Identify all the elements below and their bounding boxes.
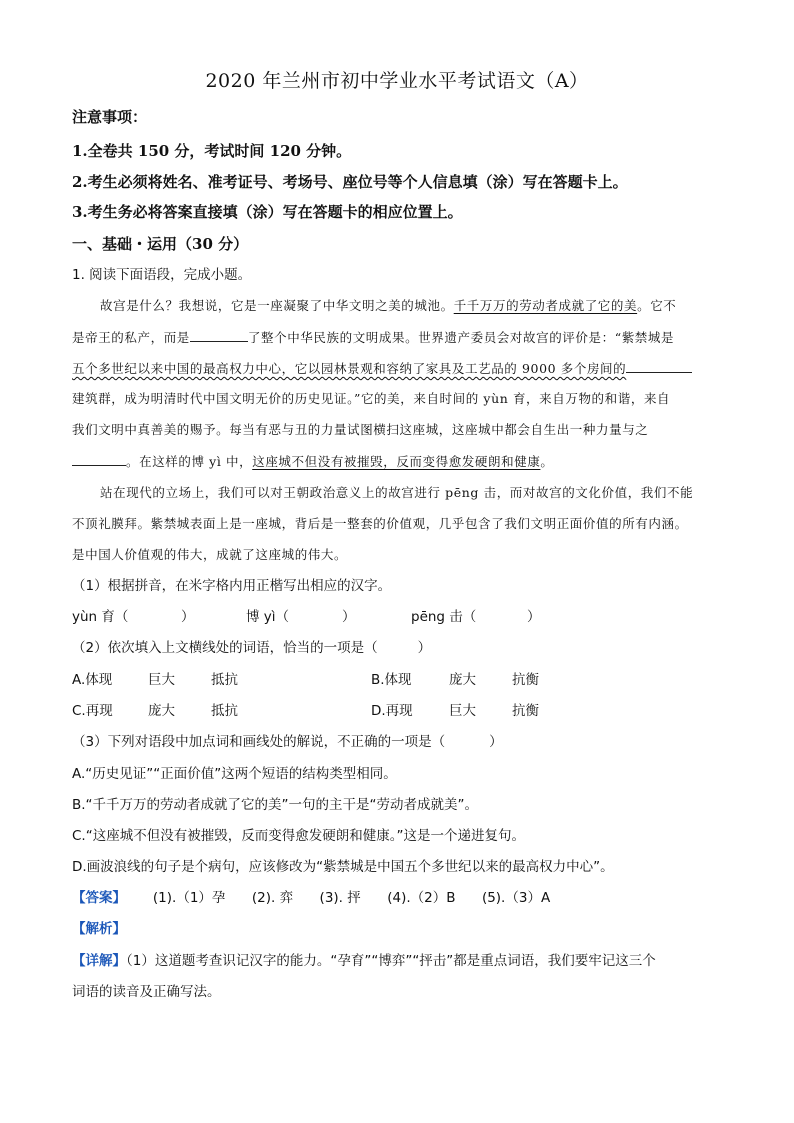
answer-item: (3). 抨 — [319, 890, 361, 906]
notice-item-1: 1.全卷共 150 分，考试时间 120 分钟。 — [72, 142, 352, 160]
passage-line: 我们文明中真善美的赐予。每当有恶与丑的力量试图横扫这座城，这座城中都会自生出一种力量与之 — [72, 422, 649, 437]
pinyin-item-3: pēng 击（ — [411, 609, 477, 625]
pinyin-item-2-close: ） — [342, 609, 356, 625]
option-a: A.体现 — [72, 672, 113, 688]
passage-line: 。在这样的博 yì 中，这座城不但没有被摧毁，反而变得愈发硬朗和健康。 — [72, 451, 554, 472]
option-b: B.“千千万万的劳动者成就了它的美”一句的主干是“劳动者成就美”。 — [72, 797, 479, 813]
notice-item-3: 3.考生务必将答案直接填（涂）写在答题卡的相应位置上。 — [72, 203, 463, 221]
pinyin-item-1-close: ） — [181, 609, 195, 625]
option-d-word2: 巨大 — [449, 703, 476, 719]
subquestion-2-stem: （2）依次填入上文横线处的词语，恰当的一项是（ ） — [72, 640, 432, 656]
answer-item: (1).（1）孕 — [152, 890, 226, 906]
passage-line: 是帝王的私产，而是 了整个中华民族的文明成果。世界遗产委员会对故宫的评价是：“紫禁城是 — [72, 327, 674, 348]
option-c-word2: 庞大 — [148, 703, 175, 719]
pinyin-item-3-close: ） — [527, 609, 541, 625]
answer-row — [72, 888, 572, 908]
blank-3 — [72, 451, 126, 466]
option-a: A.“历史见证”“正面价值”这两个短语的结构类型相同。 — [72, 766, 397, 782]
blank-1 — [190, 327, 248, 342]
detail-tag: 【详解】 — [72, 953, 126, 969]
wavy-underlined-sentence: 五个多世纪以来中国的最高权力中心，它以园林景观和容纳了家具及工艺品的 9000 多个房间的 — [72, 361, 627, 376]
underlined-sentence: 千千万万的劳动者成就了它的美 — [453, 298, 638, 313]
passage-line: 站在现代的立场上，我们可以对王朝政治意义上的故宫进行 pēng 击，而对故宫的文化价值，我们不能 — [100, 485, 694, 500]
answer-item: (2). 弈 — [251, 890, 294, 906]
option-b-word3: 抗衡 — [512, 672, 539, 688]
option-a-word2: 巨大 — [148, 672, 175, 688]
blank-2 — [626, 358, 692, 373]
pinyin-item-1: yùn 育（ — [72, 609, 129, 625]
passage-line — [72, 358, 692, 379]
question-stem: 1. 阅读下面语段，完成小题。 — [72, 267, 252, 283]
passage-line: 不顶礼膜拜。紫禁城表面上是一座城，背后是一整套的价值观，几乎包含了我们文明正面价值的所有内涵。 — [72, 516, 688, 531]
passage-line: 是中国人价值观的伟大，成就了这座城的伟大。 — [72, 547, 348, 562]
option-b-word2: 庞大 — [449, 672, 476, 688]
detail-line: 词语的读音及正确写法。 — [72, 984, 221, 1000]
option-a-word3: 抵抗 — [211, 672, 238, 688]
option-d: D.再现 — [371, 703, 413, 719]
option-d: D.画波浪线的句子是个病句，应该修改为“紫禁城是中国五个多世纪以来的最高权力中心”。 — [72, 859, 614, 875]
notice-item-2: 2.考生必须将姓名、准考证号、考场号、座位号等个人信息填（涂）写在答题卡上。 — [72, 173, 628, 191]
subquestion-3-stem: （3）下列对语段中加点词和画线处的解说，不正确的一项是（ ） — [72, 734, 503, 750]
passage-line: 建筑群，成为明清时代中国文明无价的历史见证。”它的美，来自时间的 yùn 育，来自万物的和谐，来自 — [72, 391, 671, 406]
option-c: C.“这座城不但没有被摧毁，反而变得愈发硬朗和健康。”这是一个递进复句。 — [72, 828, 525, 844]
detail-line: 【详解】（1）这道题考查识记汉字的能力。“孕育”“博弈”“抨击”都是重点词语，我们要牢记这三个 — [72, 953, 656, 969]
answer-tag: 【答案】 — [72, 890, 126, 906]
underlined-sentence: 这座城不但没有被摧毁，反而变得愈发硬朗和健康 — [252, 454, 541, 469]
pinyin-item-2: 博 yì（ — [246, 609, 290, 625]
page-title: 2020 年兰州市初中学业水平考试语文（A） — [205, 70, 589, 92]
option-b: B.体现 — [371, 672, 412, 688]
option-c-word3: 抵抗 — [211, 703, 238, 719]
section-heading: 一、基础・运用（30 分） — [72, 235, 249, 253]
passage-line: 故宫是什么？我想说，它是一座凝聚了中华文明之美的城池。千千万万的劳动者成就了它的美。它不 — [100, 298, 677, 313]
subquestion-1-stem: （1）根据拼音，在米字格内用正楷写出相应的汉字。 — [72, 578, 392, 594]
option-c: C.再现 — [72, 703, 113, 719]
analysis-tag: 【解析】 — [72, 921, 126, 937]
option-d-word3: 抗衡 — [512, 703, 539, 719]
notice-heading: 注意事项： — [72, 108, 148, 126]
answer-item: (4).（2）B — [387, 890, 456, 906]
answer-item: (5).（3）A — [481, 890, 551, 906]
analysis-row — [72, 919, 126, 939]
